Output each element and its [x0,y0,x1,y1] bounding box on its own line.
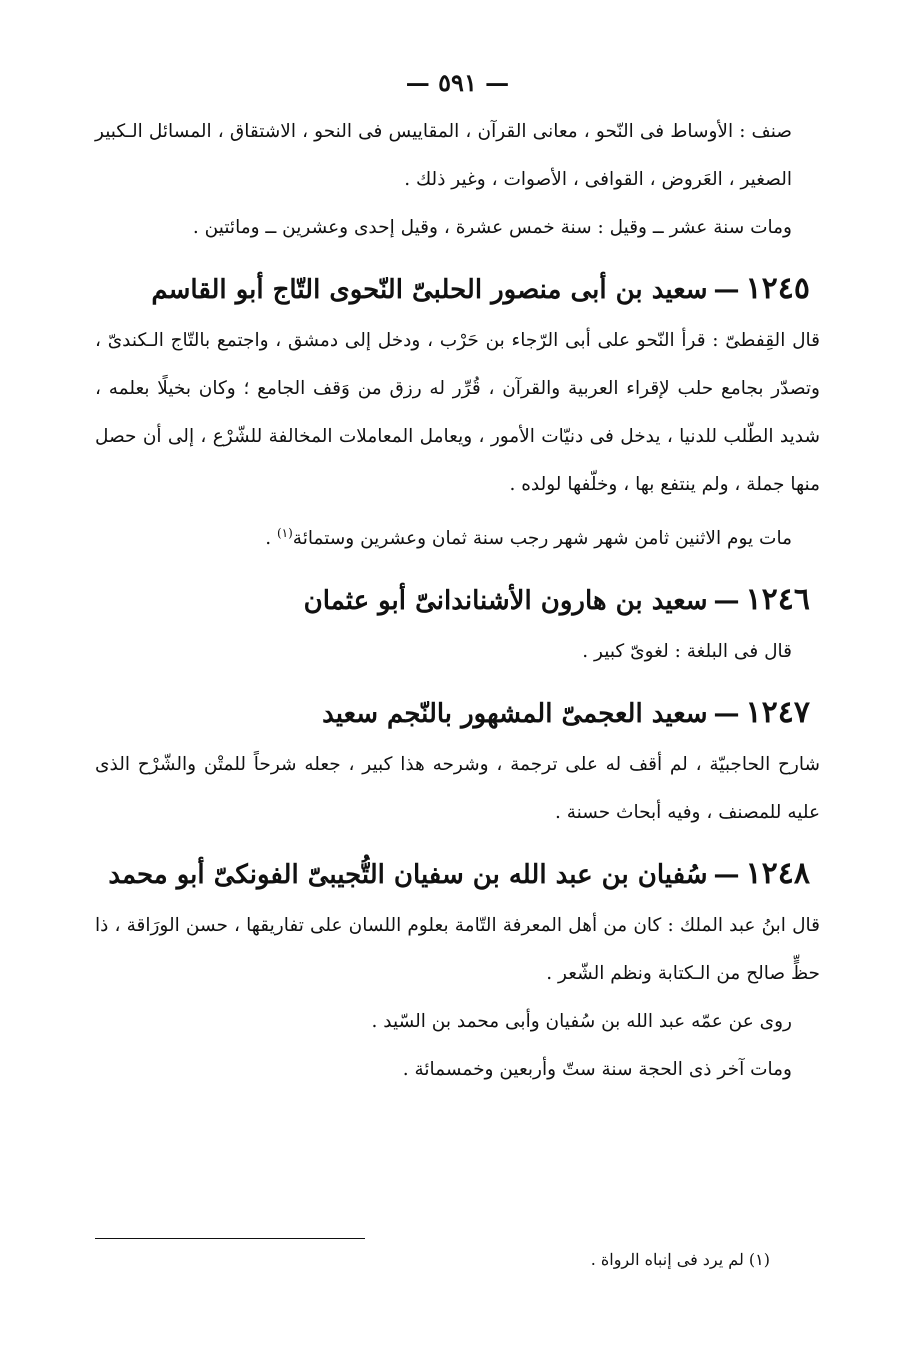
entry-paragraph: روى عن عمّه عبد الله بن سُفيان وأبى محمد بن السّيد . [371,1011,792,1033]
entry-number: ١٢٤٥ [745,271,810,306]
entry-continuation [95,108,820,252]
heading-dash: — [713,275,740,305]
entry-1245 [95,266,820,563]
footnote: (١) لم يرد فى إنباه الرواة . [590,1250,770,1269]
entry-number: ١٢٤٦ [745,582,810,618]
heading-dash: — [713,699,740,730]
death-date-text: مات يوم الاثنين ثامن شهر شهر رجب سنة ثمان وعشرين وستمائة [292,528,792,550]
entry-1247 [95,690,820,837]
entry-1246 [95,577,820,676]
entry-heading [95,266,820,313]
entry-paragraph: قال القِفطىّ : قرأ النّحو على أبى الرّجاء بن حَرْب ، ودخل إلى دمشق ، واجتمع بالتّاج الـكندىّ ، وتصدّر بجامع حلب لإقراء العربية والقرآن ، قُرِّر له رزق من وَقف الجامع ؛ وكان بخيلًا بعلمه ، شديد الطّلب للدنيا ، يدخل فى دنيّات الأمور ، ويعامل المعاملات المخالفة للشّرْع ، إلى أن حصل منها جملة ، ولم ينتفع بها ، وخلّفها لولده . [95,330,820,495]
footnote-marker: (١) [276,526,293,540]
entry-paragraph: قال ابنُ عبد الملك : كان من أهل المعرفة التّامة بعلوم اللسان على تفاريقها ، حسن الورَاقة ، ذا حظٍّ صالح من الـكتابة ونظم الشّعر . [95,915,820,985]
entry-heading [95,577,820,624]
heading-dash: — [713,586,740,617]
book-page [95,60,820,1300]
entry-paragraph [95,509,820,563]
entry-name: سعيد بن هارون الأشناندانىّ أبو عثمان [303,586,708,617]
entry-name: سعيد العجمىّ المشهور بالنّجم سعيد [322,699,708,730]
entry-name: سُفيان بن عبد الله بن سفيان التُّجيبىّ الفونكىّ أبو محمد [108,860,708,891]
entry-1248 [95,851,820,1094]
entry-paragraph: قال فى البلغة : لغوىّ كبير . [582,641,792,663]
entry-paragraph: ومات سنة عشر ــ وقيل : سنة خمس عشرة ، وقيل إحدى وعشرين ــ ومائتين . [192,217,792,238]
sentence-end: . [265,528,277,550]
entry-heading [95,690,820,737]
entry-paragraph: شارح الحاجبيّة ، لم أقف له على ترجمة ، وشرحه هذا كبير ، جعله شرحاً للمتْن والشّرْح الذى عليه للمصنف ، وفيه أبحاث حسنة . [95,754,820,824]
entry-name: سعيد بن أبى منصور الحلبىّ النّحوى التّاج أبو القاسم [151,275,708,305]
entry-paragraph: صنف : الأوساط فى النّحو ، معانى القرآن ، المقاييس فى النحو ، الاشتقاق ، المسائل الـكبير الصغير ، العَروض ، القوافى ، الأصوات ، وغير ذلك . [95,121,792,190]
entry-number: ١٢٤٧ [745,695,810,731]
entry-number: ١٢٤٨ [745,856,810,892]
entry-heading [95,851,820,898]
page-number: — ٥٩١ — [405,68,510,97]
footnote-separator [95,1238,365,1239]
entry-paragraph: ومات آخر ذى الحجة سنة ستّ وأربعين وخمسمائة . [402,1059,792,1081]
heading-dash: — [713,860,740,891]
